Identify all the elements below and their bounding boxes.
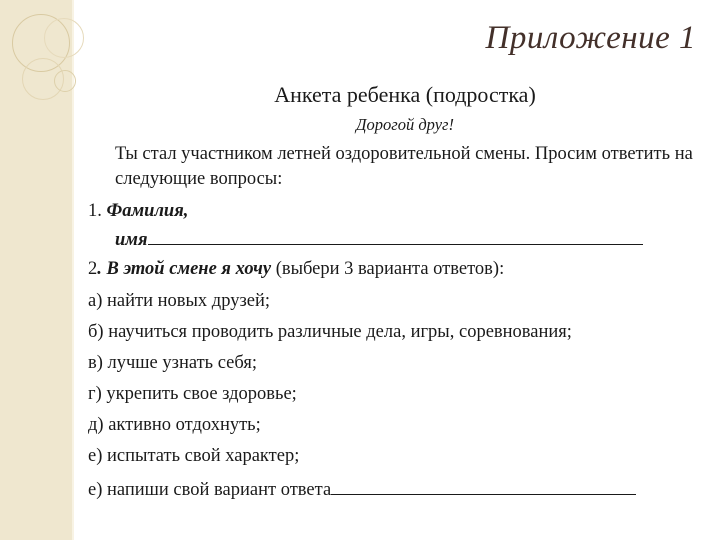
question-number: 1. <box>88 201 107 221</box>
option-e[interactable]: д) активно отдохнуть; <box>88 415 261 435</box>
custom-answer-line[interactable] <box>331 477 636 495</box>
intro-paragraph: Ты стал участником летней оздоровительной смены. Просим ответить на следующие вопросы: <box>115 144 693 189</box>
salutation: Дорогой друг! <box>356 115 454 134</box>
question-label: . В этой смене я хочу <box>97 259 272 279</box>
option-a[interactable]: а) найти новых друзей; <box>88 291 271 311</box>
option-custom <box>88 477 636 501</box>
question-label: Фамилия, <box>106 201 189 221</box>
questionnaire-title: Анкета ребенка (подростка) <box>274 82 536 107</box>
decorative-circle-icon <box>44 18 84 58</box>
option-f[interactable]: е) испытать свой характер; <box>88 446 300 466</box>
appendix-heading: Приложение 1 <box>485 20 696 56</box>
question-number: 2 <box>88 259 98 279</box>
question-note: (выбери 3 варианта ответов): <box>271 259 505 279</box>
name-answer-line[interactable] <box>148 227 643 245</box>
question-1 <box>88 201 188 222</box>
question-2 <box>88 259 504 280</box>
option-c[interactable]: в) лучше узнать себя; <box>88 353 257 373</box>
option-b[interactable]: б) научиться проводить различные дела, игры, соревнования; <box>88 322 572 342</box>
option-d[interactable]: г) укрепить свое здоровье; <box>88 384 297 404</box>
question-1-continued <box>115 227 643 251</box>
option-custom-label: е) напиши свой вариант ответа <box>88 480 332 500</box>
question-label: имя <box>115 230 148 250</box>
